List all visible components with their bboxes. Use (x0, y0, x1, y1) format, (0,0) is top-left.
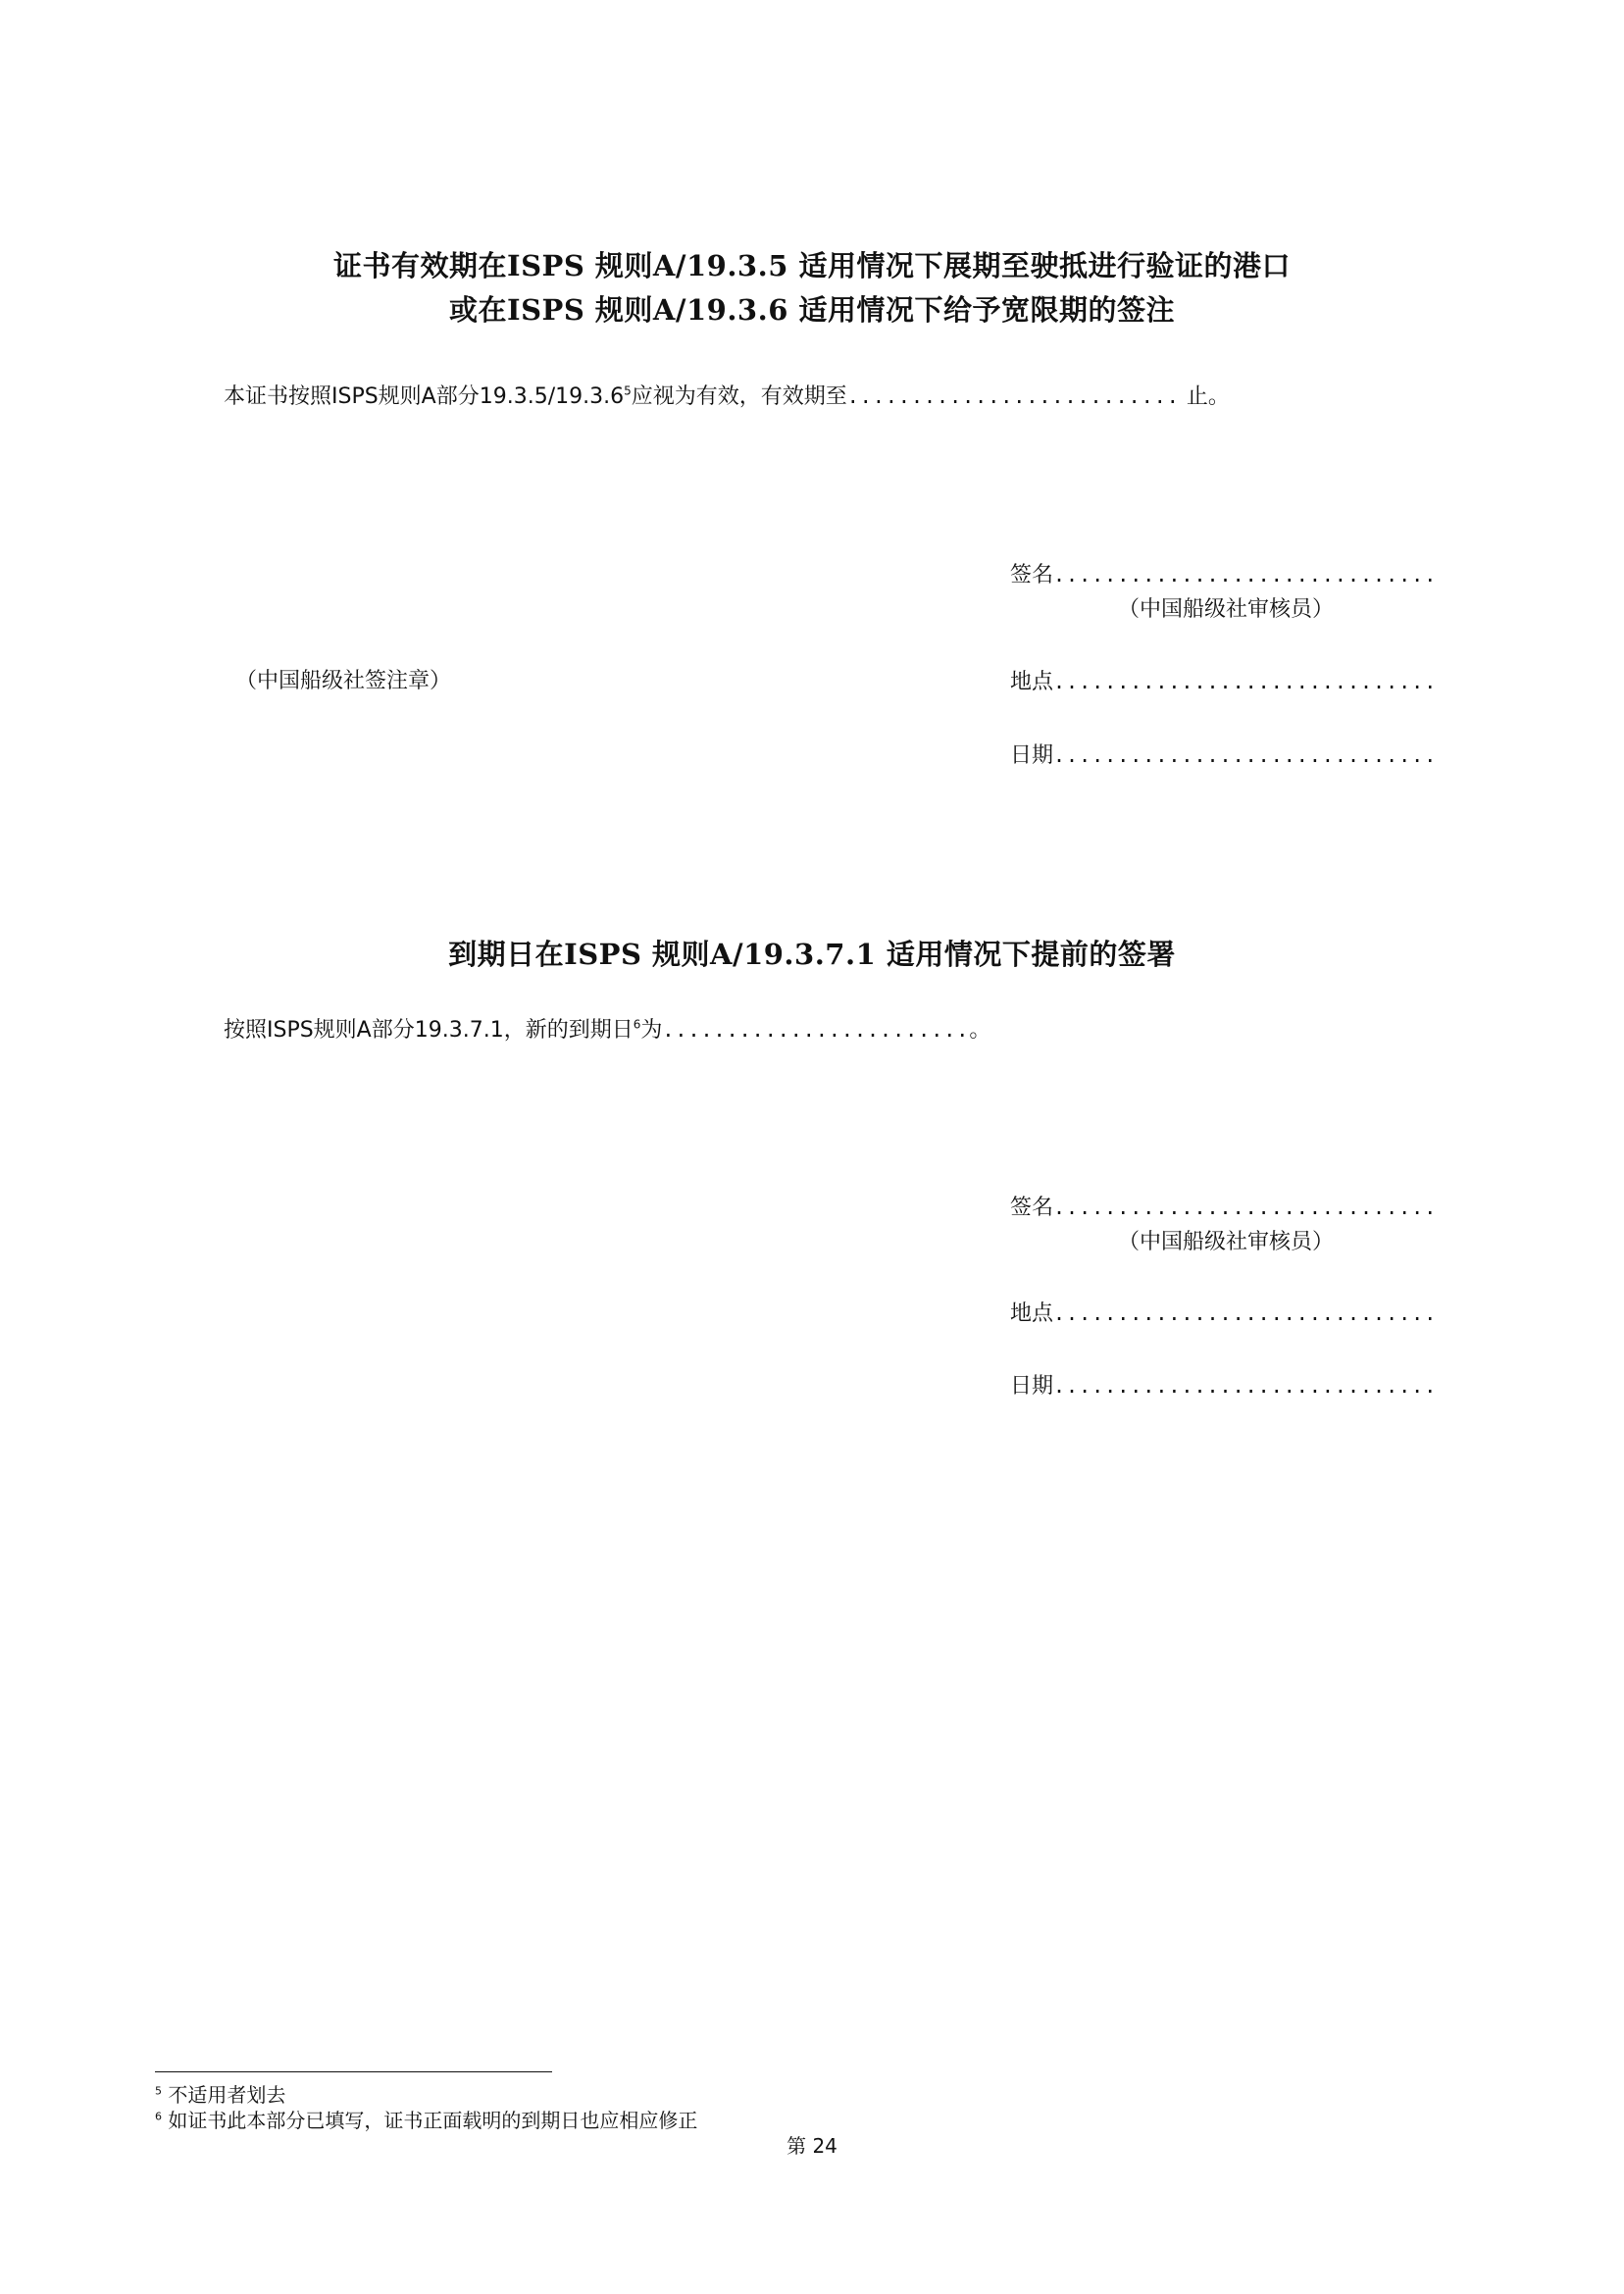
section1-statement-prefix: 本证书按照ISPS规则A部分19.3.5/19.3.6 (224, 384, 625, 409)
section2-place-line (1010, 1300, 1437, 1328)
section1-signature-line (1010, 561, 1437, 589)
page-number: 第 24 (787, 2134, 837, 2158)
section2-statement-prefix: 按照ISPS规则A部分19.3.7.1，新的到期日 (224, 1018, 634, 1043)
footnote-text: 如证书此本部分已填写，证书正面载明的到期日也应相应修正 (168, 2109, 698, 2132)
section1-date-blank: .............................. (1053, 743, 1438, 767)
section1-title-line1: 证书有效期在ISPS 规则A/19.3.5 适用情况下展期至驶抵进行验证的港口 (333, 249, 1291, 282)
footnote-marker: 5 (155, 2084, 162, 2098)
section2-place-label: 地点 (1010, 1301, 1054, 1326)
footnote-ref-5: 5 (624, 383, 632, 398)
footnote-6 (155, 2109, 697, 2132)
section1-signature-label: 签名 (1010, 563, 1054, 587)
section1-title-line2: 或在ISPS 规则A/19.3.6 适用情况下给予宽限期的签注 (449, 293, 1175, 327)
section1-validity-date-blank: .......................... (846, 384, 1180, 408)
section1-statement (224, 382, 1230, 411)
section2-date-blank: .............................. (1053, 1374, 1438, 1398)
footnote-5 (155, 2083, 285, 2107)
section1-signature-blank: .............................. (1053, 563, 1438, 586)
section1-signer-caption: （中国船级社审核员） (1118, 597, 1335, 622)
footnote-ref-6: 6 (633, 1017, 641, 1032)
section2-signature-line (1010, 1194, 1437, 1222)
section1-place-label: 地点 (1010, 670, 1054, 694)
section1-date-label: 日期 (1010, 743, 1054, 768)
section2-statement (224, 1016, 990, 1045)
section2-place-blank: .............................. (1053, 1301, 1438, 1325)
section2-signer-caption: （中国船级社审核员） (1118, 1230, 1335, 1254)
section1-place-line (1010, 668, 1437, 696)
footnote-separator (155, 2071, 552, 2072)
section1-statement-suffix: 止。 (1179, 384, 1230, 409)
section2-date-label: 日期 (1010, 1374, 1054, 1399)
section2-signature-label: 签名 (1010, 1196, 1054, 1220)
section2-new-expiry-blank: ........................ (662, 1018, 970, 1042)
section1-seal-label: （中国船级社签注章） (235, 669, 452, 693)
section2-signature-blank: .............................. (1053, 1196, 1438, 1219)
section2-title: 到期日在ISPS 规则A/19.3.7.1 适用情况下提前的签署 (448, 938, 1176, 971)
section2-statement-middle: 为 (640, 1018, 663, 1043)
section2-date-line (1010, 1372, 1437, 1401)
section1-statement-middle: 应视为有效，有效期至 (631, 384, 847, 409)
footnote-marker: 6 (155, 2110, 162, 2123)
footnote-text: 不适用者划去 (168, 2083, 286, 2107)
section2-statement-suffix: 。 (969, 1018, 991, 1043)
section1-place-blank: .............................. (1053, 670, 1438, 693)
section1-date-line (1010, 741, 1437, 770)
